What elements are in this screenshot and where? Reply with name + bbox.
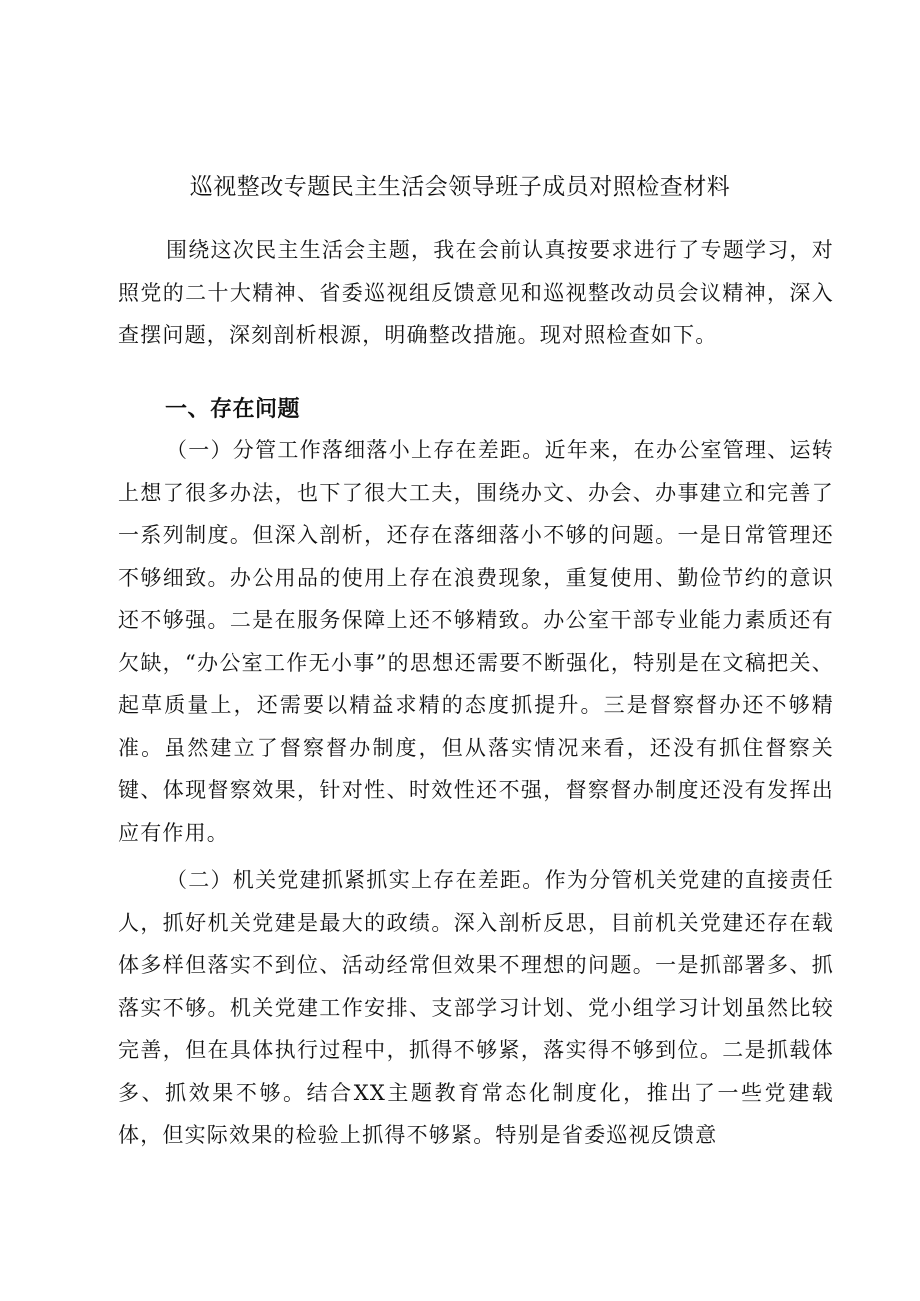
issue-paragraph-1: （一）分管工作落细落小上存在差距。近年来，在办公室管理、运转上想了很多办法，也下了很大工夫，围绕办文、办会、办事建立和完善了一系列制度。但深入剖析，还存在落细落小不够的问题。一是日常管理还不够细致。办公用品的使用上存在浪费现象，重复使用、勤俭节约的意识还不够强。二是在服务保障上还不够精致。办公室干部专业能力素质还有欠缺，“办公室工作无小事”的思想还需要不断强化，特别是在文稿把关、起草质量上，还需要以精益求精的态度抓提升。三是督察督办还不够精准。虽然建立了督察督办制度，但从落实情况来看，还没有抓住督察关键、体现督察效果，针对性、时效性还不强，督察督办制度还没有发挥出应有作用。 xyxy=(118,438,834,845)
document-title: 巡视整改专题民主生活会领导班子成员对照检查材料 xyxy=(189,174,731,200)
issue-paragraph-2: （二）机关党建抓紧抓实上存在差距。作为分管机关党建的直接责任人，抓好机关党建是最大的政绩。深入剖析反思，目前机关党建还存在载体多样但落实不到位、活动经常但效果不理想的问题。一是抓部署多、抓落实不够。机关党建工作安排、支部学习计划、党小组学习计划虽然比较完善，但在具体执行过程中，抓得不够紧，落实得不够到位。二是抓载体多、抓效果不够。结合XX主题教育常态化制度化，推出了一些党建载体，但实际效果的检验上抓得不够紧。特别是省委巡视反馈意 xyxy=(118,868,834,1147)
section-heading: 一、存在问题 xyxy=(165,397,301,422)
intro-paragraph: 围绕这次民主生活会主题，我在会前认真按要求进行了专题学习，对照党的二十大精神、省委巡视组反馈意见和巡视整改动员会议精神，深入查摆问题，深刻剖析根源，明确整改措施。现对照检查如下。 xyxy=(118,238,834,347)
